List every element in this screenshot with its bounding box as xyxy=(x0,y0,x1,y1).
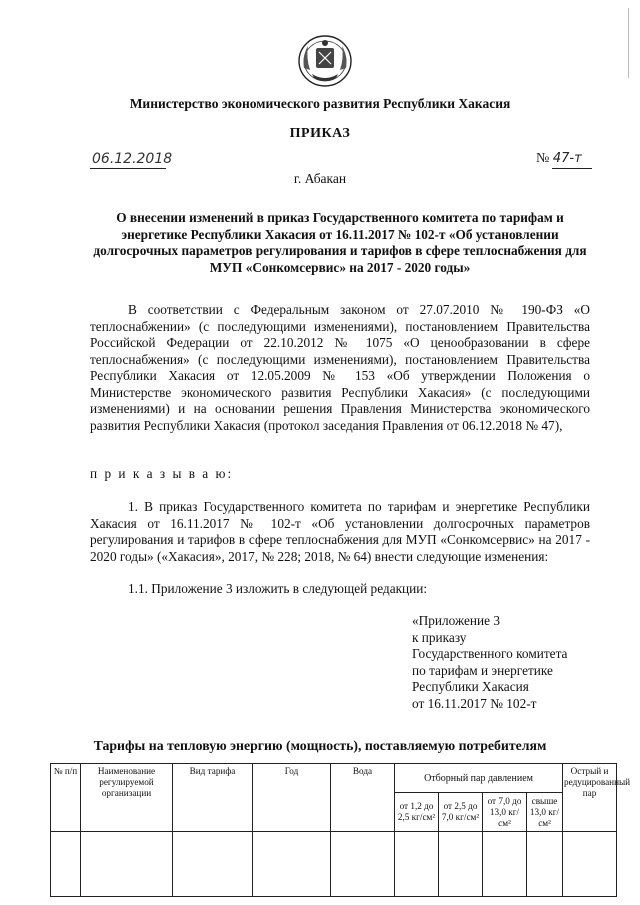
header-year: Год xyxy=(253,764,331,832)
header-pressure-2: от 2,5 до 7,0 кг/см² xyxy=(439,793,483,832)
document-number xyxy=(536,151,582,167)
table-title: Тарифы на тепловую энергию (мощность), поставляемую потребителям xyxy=(93,738,547,753)
document-title: О внесении изменений в приказ Государственного комитета по тарифам и энергетике Республики Хакасия от 16.11.2017 № 102-т «Об установлении долгосрочных параметров регулирования и тарифов в сфере теплоснабжения для МУП «Сонкомсервис» на 2017 - 2020 годы» xyxy=(93,210,587,275)
number-value: 47-т xyxy=(552,151,582,166)
header-organization: Наименование регулируемой организации xyxy=(81,764,173,832)
header-pressure-1: от 1,2 до 2,5 кг/см² xyxy=(395,793,439,832)
document-type: ПРИКАЗ xyxy=(289,126,351,141)
order-word: п р и к а з ы в а ю: xyxy=(90,466,234,481)
number-prefix: № xyxy=(536,151,550,166)
item-1-paragraph: 1. В приказ Государственного комитета по тарифам и энергетике Республики Хакасия от 16.11.2017 № 102-т «Об установлении долгосрочных параметров регулирования и тарифов в сфере теплоснабжения для МУП «Сонкомсервис» на 2017 - 2020 годы» («Хакасия», 2017, № 228; 2018, № 64) внести следующие изменения: xyxy=(90,499,590,564)
tariffs-table xyxy=(50,763,631,897)
header-water: Вода xyxy=(331,764,395,832)
preamble-paragraph: В соответствии с Федеральным законом от 27.07.2010 № 190-ФЗ «О теплоснабжении» (с последующими изменениями), постановлением Правительства Российской Федерации от 22.10.2012 № 1075 «О ценообразовании в сфере теплоснабжения» (с последующими изменениями), постановлением Правительства Республики Хакасия от 12.05.2009 № 153 «Об утверждении Положения о Министерстве экономического развития Республики Хакасия» (с последующими изменениями) и на основании решения Правления Министерства экономического развития Республики Хакасия (протокол заседания Правления от 06.12.2018 № 47), xyxy=(90,302,590,433)
annex-line: по тарифам и энергетике xyxy=(412,662,553,678)
header-tariff-type: Вид тарифа xyxy=(173,764,253,832)
annex-line: к приказу xyxy=(412,629,467,645)
annex-line: от 16.11.2017 № 102-т xyxy=(412,695,537,711)
scan-edge-mark xyxy=(628,8,629,78)
table-row xyxy=(51,832,617,897)
header-pressure-3: от 7,0 до 13,0 кг/см² xyxy=(483,793,527,832)
annex-reference xyxy=(412,613,567,712)
annex-line: «Приложение 3 xyxy=(412,613,500,628)
ministry-name: Министерство экономического развития Республики Хакасия xyxy=(129,96,511,111)
header-steam: Отборный пар давлением xyxy=(395,764,563,793)
coat-of-arms-emblem xyxy=(296,34,354,88)
annex-line: Государственного комитета xyxy=(412,646,568,661)
date-underline xyxy=(90,168,166,169)
city: г. Абакан xyxy=(293,171,347,186)
header-pressure-4: свыше 13,0 кг/см² xyxy=(527,793,563,832)
annex-line: Республики Хакасия xyxy=(412,679,529,694)
number-underline xyxy=(552,168,592,169)
item-1-1-paragraph: 1.1. Приложение 3 изложить в следующей редакции: xyxy=(128,581,428,596)
document-date: 06.12.2018 xyxy=(92,151,173,167)
header-sharp-steam: Острый и редуцированный пар xyxy=(563,764,617,832)
header-num: № п/п xyxy=(51,764,81,832)
